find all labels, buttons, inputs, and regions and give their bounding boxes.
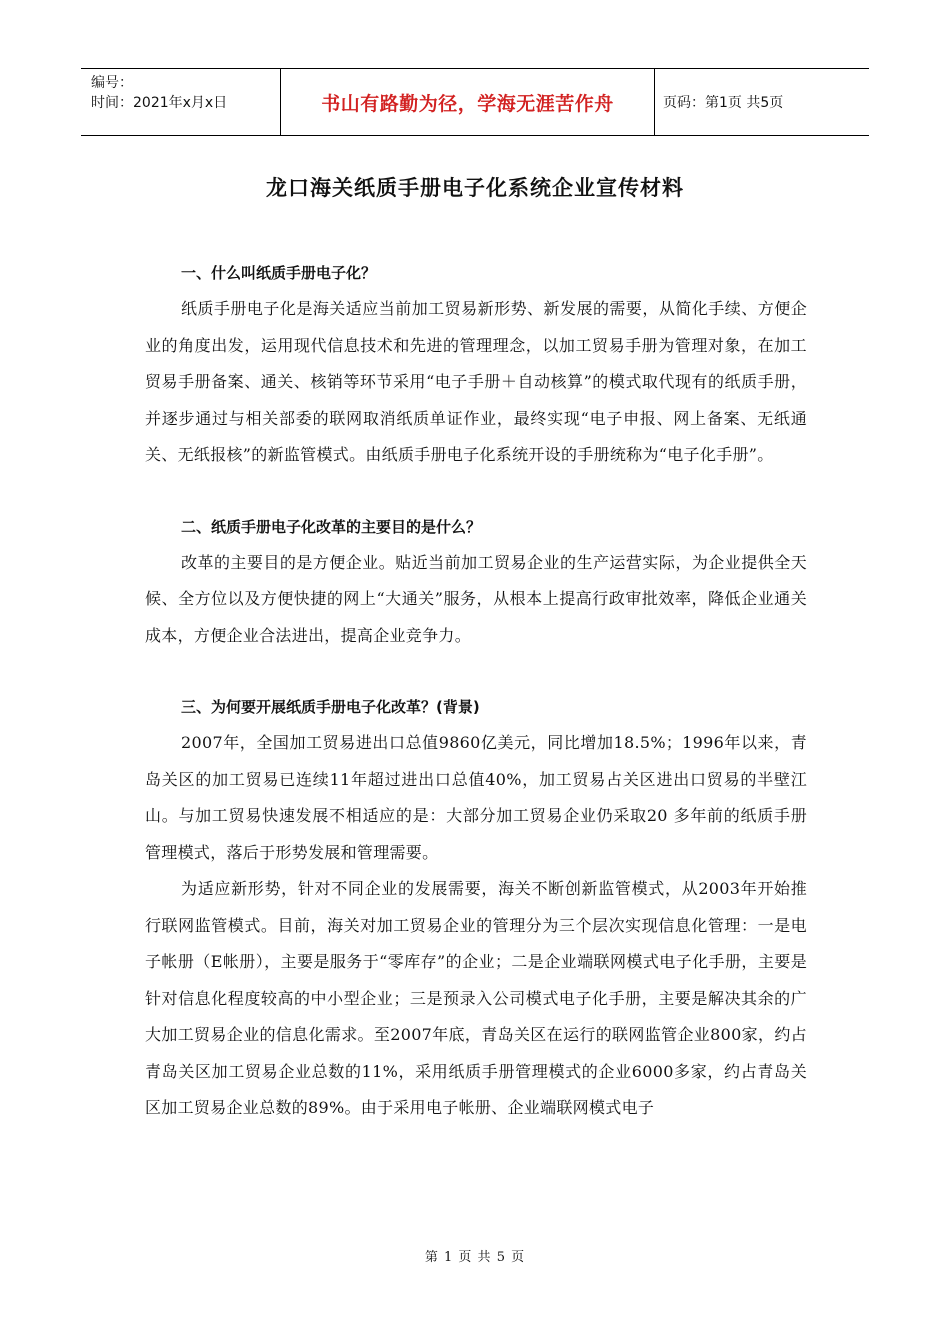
page-footer: 第 1 页 共 5 页 [424,1250,526,1265]
header-page-cell [655,69,869,135]
number-label: 编号： [91,75,133,91]
time-label: 时间：2021年x月x日 [91,95,228,111]
section-3-paragraph-1: 2007年，全国加工贸易进出口总值9860亿美元，同比增加18.5%；1996年以来，青岛关区的加工贸易已连续11年超过进出口总值40%，加工贸易占关区进出口贸易的半壁江山。与加工贸易快速发展不相适应的是：大部分加工贸易企业仍采取20 多年前的纸质手册管理模式，落后于形势发展和管理需要。 [145,733,807,862]
page-info: 页码：第1页 共5页 [663,95,784,111]
header-meta [81,69,281,135]
document-body [145,256,807,1127]
section-spacer [145,654,807,690]
section-heading-3: 三、为何要开展纸质手册电子化改革？(背景) [181,698,480,716]
section-1-paragraph-1: 纸质手册电子化是海关适应当前加工贸易新形势、新发展的需要，从简化手续、方便企业的角度出发，运用现代信息技术和先进的管理理念，以加工贸易手册为管理对象，在加工贸易手册备案、通关、核销等环节采用“电子手册＋自动核算”的模式取代现有的纸质手册，并逐步通过与相关部委的联网取消纸质单证作业，最终实现“电子申报、网上备案、无纸通关、无纸报核”的新监管模式。由纸质手册电子化系统开设的手册统称为“电子化手册”。 [145,299,807,464]
header-motto-cell [281,69,655,135]
section-heading-1: 一、什么叫纸质手册电子化？ [181,264,377,282]
section-3-paragraph-2: 为适应新形势，针对不同企业的发展需要，海关不断创新监管模式，从2003年开始推行联网监管模式。目前，海关对加工贸易企业的管理分为三个层次实现信息化管理：一是电子帐册（E帐册），主要是服务于“零库存”的企业；二是企业端联网模式电子化手册，主要是针对信息化程度较高的中小型企业；三是预录入公司模式电子化手册，主要是解决其余的广大加工贸易企业的信息化需求。至2007年底，青岛关区在运行的联网监管企业800家，约占青岛关区加工贸易企业总数的11%，采用纸质手册管理模式的企业6000多家，约占青岛关区加工贸易企业总数的89%。由于采用电子帐册、企业端联网模式电子 [145,879,807,1117]
section-2-paragraph-1: 改革的主要目的是方便企业。贴近当前加工贸易企业的生产运营实际，为企业提供全天候、全方位以及方便快捷的网上“大通关”服务，从根本上提高行政审批效率，降低企业通关成本，方便企业合法进出，提高企业竞争力。 [145,552,807,645]
motto-text: 书山有路勤为径，学海无涯苦作舟 [321,92,614,115]
section-spacer [145,474,807,510]
section-heading-2: 二、纸质手册电子化改革的主要目的是什么？ [181,517,482,536]
document-title: 龙口海关纸质手册电子化系统企业宣传材料 [266,176,684,200]
document-header [81,68,869,136]
